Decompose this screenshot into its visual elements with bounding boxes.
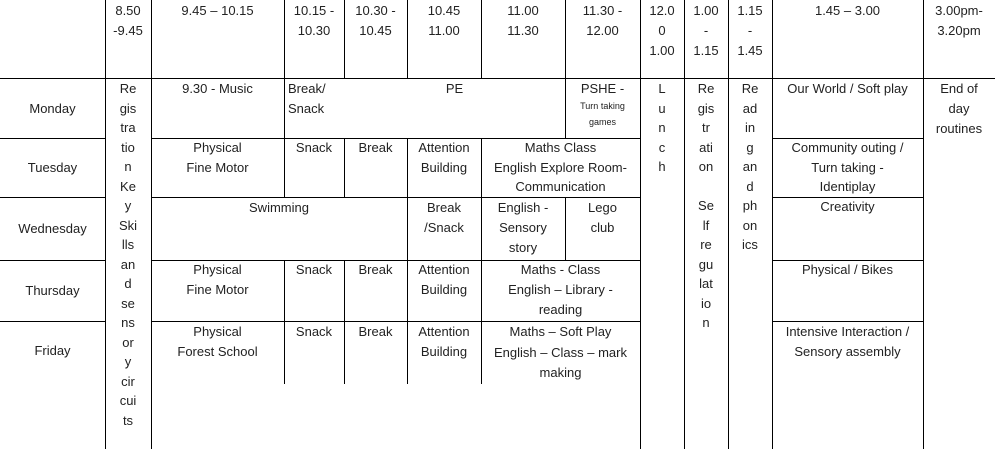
tuesday-attention: Attention Building — [418, 140, 470, 175]
thursday-attention: Attention Building — [418, 262, 470, 297]
time-header: 3.00pm- 3.20pm — [935, 3, 983, 38]
monday-music: 9.30 - Music — [182, 81, 253, 96]
day-label-thursday: Thursday — [25, 282, 80, 298]
time-header: 1.15 - 1.45 — [737, 3, 763, 58]
tuesday-afternoon: Community outing / Turn taking - Identiplay — [791, 140, 904, 194]
wednesday-afternoon: Creativity — [820, 199, 875, 214]
friday-break: Break — [358, 324, 393, 339]
time-header: 11.30 - 12.00 — [582, 3, 623, 38]
day-label-monday: Monday — [29, 100, 76, 116]
day-label-tuesday: Tuesday — [27, 159, 78, 175]
time-header: 9.45 – 10.15 — [181, 3, 254, 18]
friday-maths-english: Maths – Soft Play English – Class – mark making — [494, 324, 627, 380]
wednesday-break-snack: Break /Snack — [424, 200, 464, 235]
grid-line — [923, 0, 924, 449]
monday-pe: PE — [445, 81, 464, 96]
friday-snack: Snack — [295, 324, 333, 339]
time-header: 10.15 - 10.30 — [293, 3, 335, 38]
wednesday-lego: Lego club — [588, 200, 617, 235]
grid-line — [640, 0, 641, 449]
thursday-afternoon: Physical / Bikes — [801, 262, 894, 277]
registration-self-regulation: Re gis tr ati on Se lf re gu lat io n — [697, 81, 715, 330]
time-header: 11.00 11.30 — [507, 3, 539, 38]
thursday-break: Break — [358, 262, 393, 277]
monday-break-snack: Break/ Snack — [288, 81, 326, 116]
grid-line — [772, 0, 773, 449]
day-label-wednesday: Wednesday — [18, 220, 87, 236]
time-header: 10.45 11.00 — [427, 3, 461, 38]
wednesday-english: English - Sensory story — [497, 200, 549, 255]
end-of-day-routines: End of day routines — [935, 81, 983, 136]
tuesday-physical: Physical Fine Motor — [186, 140, 249, 175]
monday-afternoon: Our World / Soft play — [787, 81, 908, 96]
lunch: L u n c h — [658, 81, 666, 174]
grid-line — [151, 0, 152, 449]
thursday-maths-english: Maths - Class English – Library - reading — [508, 262, 613, 317]
time-header: 8.50 -9.45 — [113, 3, 143, 38]
tuesday-snack: Snack — [295, 140, 333, 155]
time-header: 10.30 - 10.45 — [355, 3, 396, 38]
tuesday-maths-english: Maths Class English Explore Room- Communication — [494, 140, 627, 194]
wednesday-swimming: Swimming — [249, 200, 309, 215]
reading-and-phonics: Re ad in g an d ph on ics — [741, 81, 759, 252]
friday-afternoon: Intensive Interaction / Sensory assembly — [785, 324, 910, 359]
tuesday-break: Break — [358, 140, 393, 155]
monday-pshe: PSHE - — [580, 81, 625, 96]
friday-attention: Attention Building — [418, 324, 470, 359]
day-label-friday: Friday — [34, 343, 71, 358]
monday-pshe-detail: Turn taking games — [580, 101, 625, 127]
registration-key-skills: Re gis tra tio n Ke y Ski lls an d se ns or y cir cui ts — [118, 81, 138, 428]
time-header: 1.45 – 3.00 — [814, 3, 881, 18]
friday-physical: Physical Forest School — [177, 324, 258, 359]
thursday-physical: Physical Fine Motor — [186, 262, 249, 297]
time-header: 12.0 0 1.00 — [649, 3, 675, 58]
thursday-snack: Snack — [295, 262, 333, 277]
time-header: 1.00 - 1.15 — [693, 3, 719, 58]
